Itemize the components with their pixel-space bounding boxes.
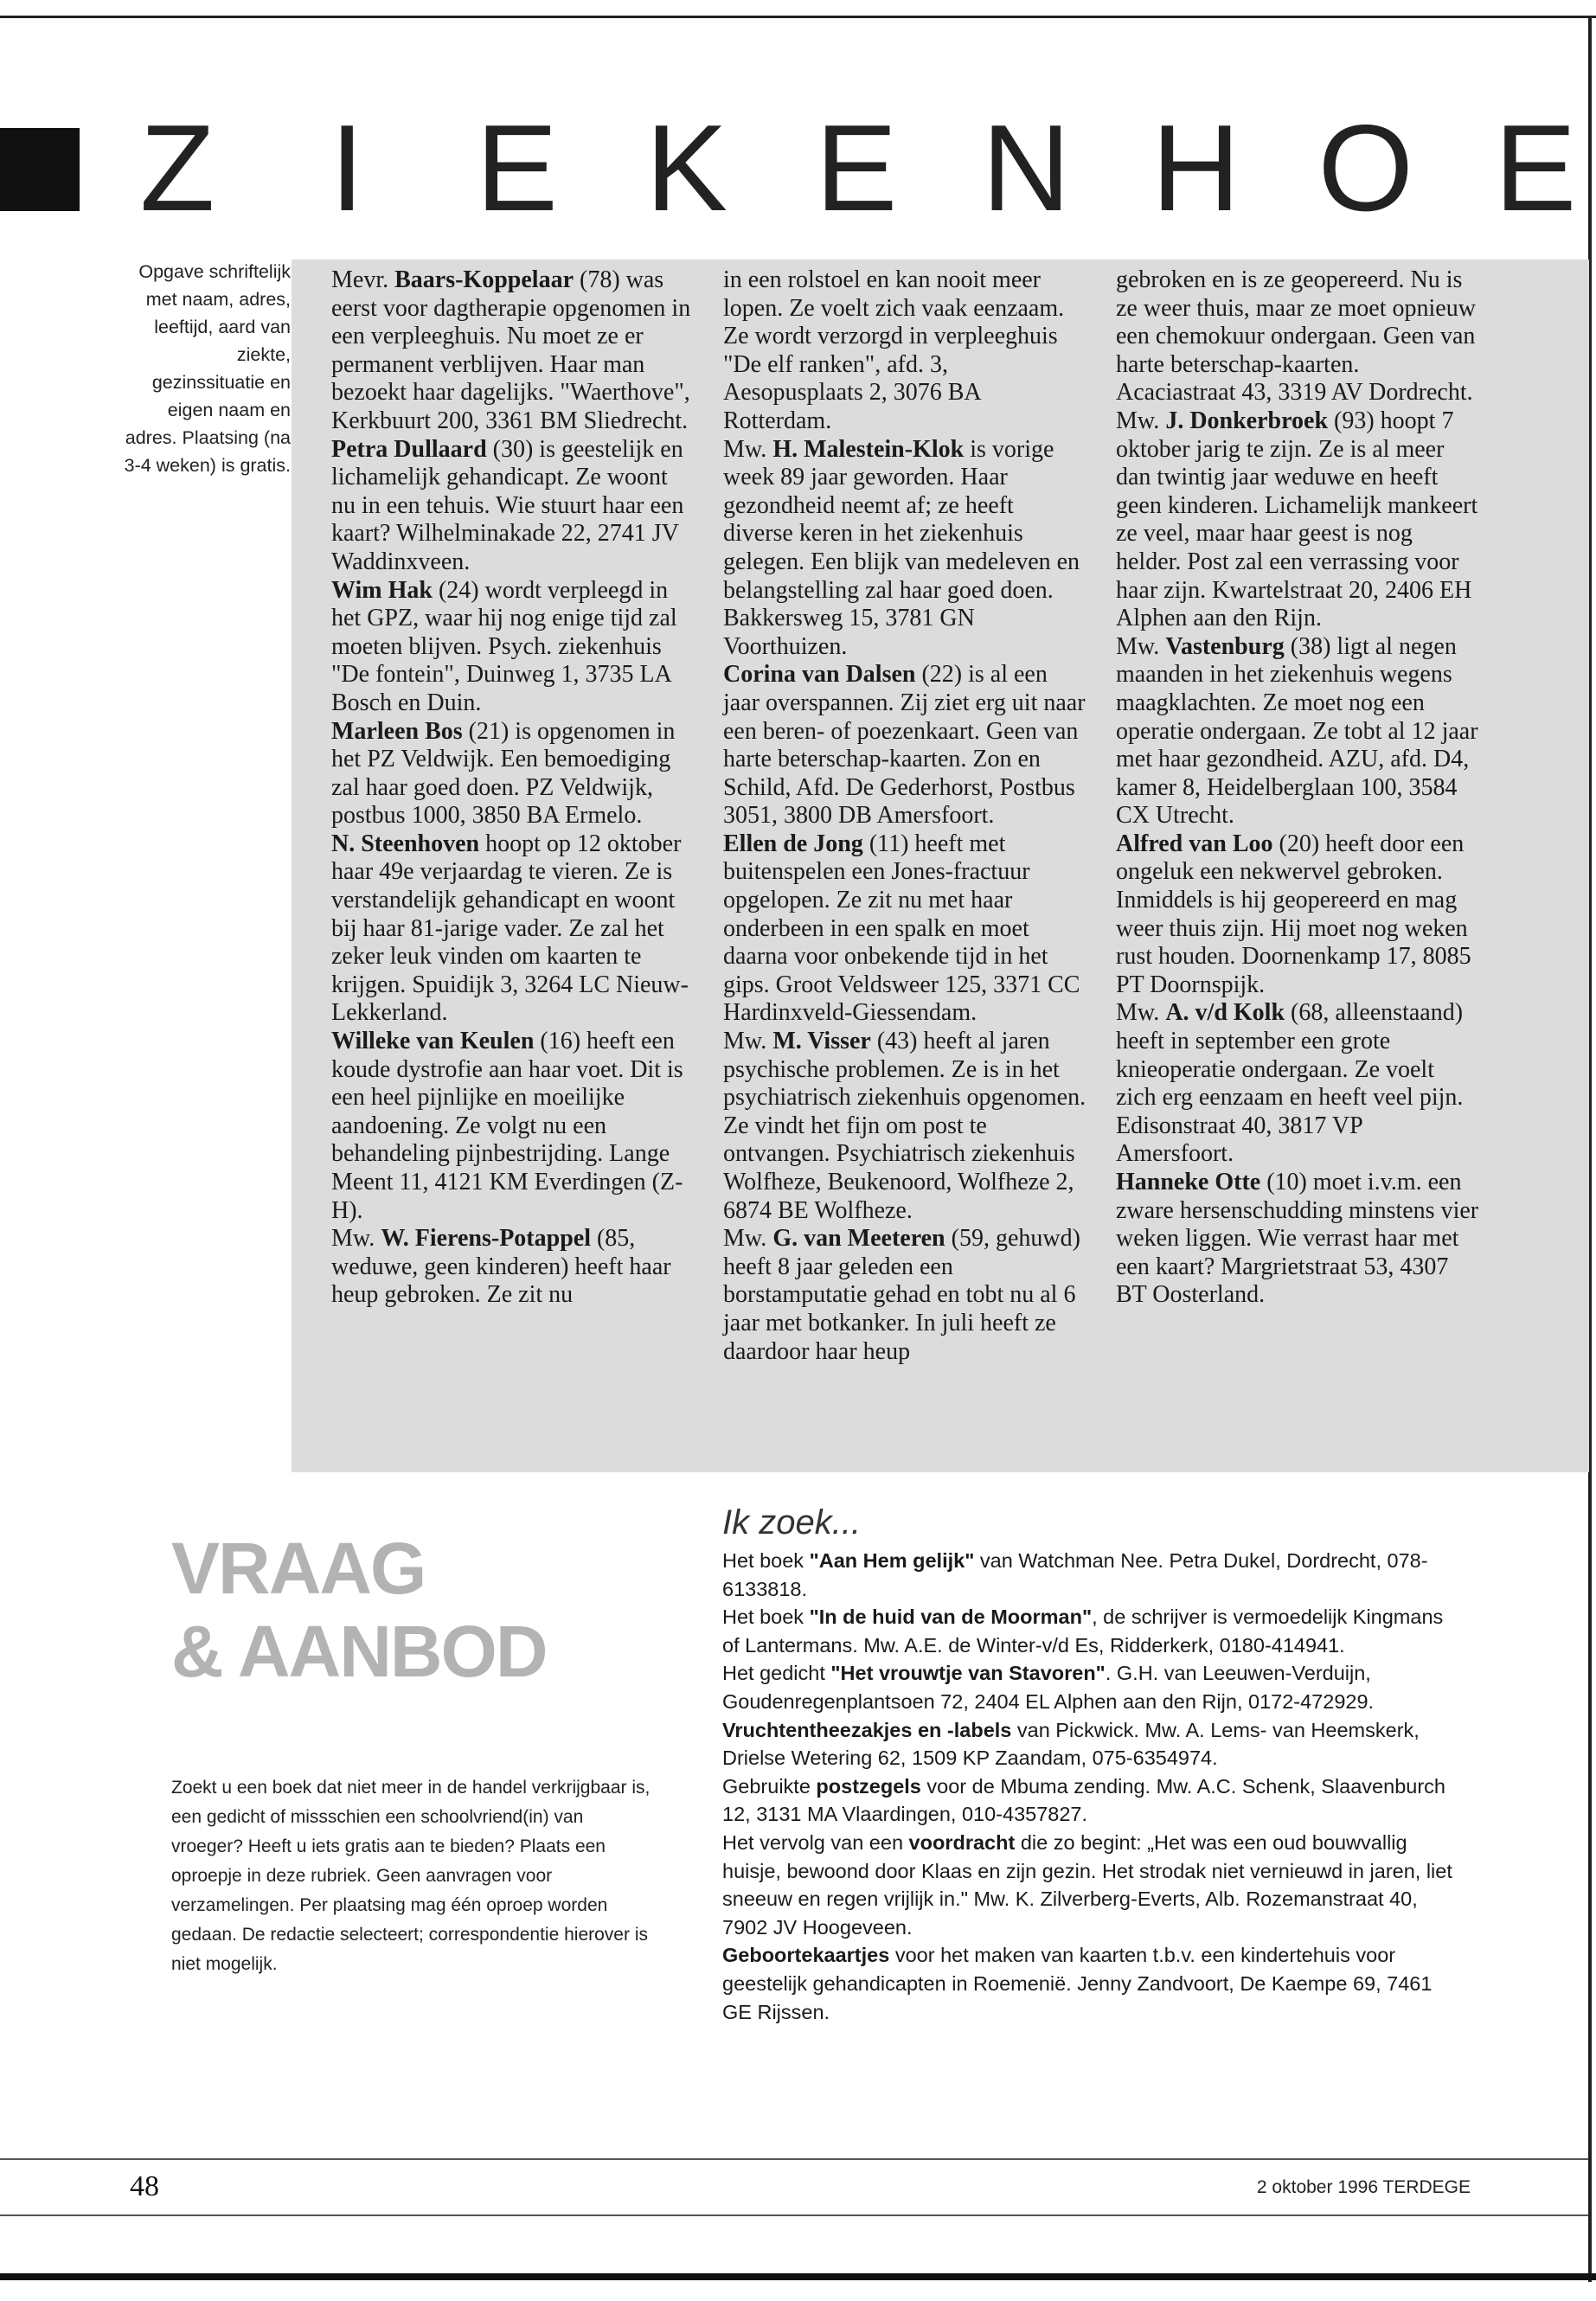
ik-zoek-entry: Het boek "In de huid van de Moorman", de schrijver is vermoedelijk Kingmans of Lantermans. Mw. A.E. de Winter-v/d Es, Ridderkerk, 0180-414941. [722, 1606, 1444, 1657]
header-letter: K [645, 99, 728, 237]
frame-top-rule [0, 16, 1596, 18]
header-letter: E [476, 99, 558, 237]
ik-zoek-heading: Ik zoek... [722, 1503, 862, 1541]
header-letter: H [1151, 99, 1240, 237]
header-title [121, 99, 1592, 237]
vraag-aanbod-title-line: VRAAG [171, 1528, 426, 1609]
ziekenhoek-column-1 [331, 266, 695, 1310]
frame-bottom-rule [0, 2273, 1596, 2280]
section-header [0, 99, 1592, 237]
patient-entry: Petra Dullaard (30) is geestelijk en lichamelijk gehandicapt. Ze woont nu in een tehuis. Wie stuurt haar een kaart? Wilhelminakade 22, 2741 JV Waddinxveen. [331, 435, 684, 575]
patient-entry: Mw. G. van Meeteren (59, gehuwd) heeft 8 jaar geleden een borstamputatie gehad en tobt nu al 6 jaar met botkanker. In juli heeft ze daardoor haar heup [723, 1225, 1080, 1365]
patient-entry: Alfred van Loo (20) heeft door een ongeluk een nekwervel gebroken. Inmiddels is hij geopereerd en mag weer thuis zijn. Hij moet nog weken rust houden. Doornenkamp 17, 8085 PT Doornspijk. [1116, 830, 1471, 998]
patient-entry: Mw. J. Donkerbroek (93) hoopt 7 oktober jarig te zijn. Ze is al meer dan twintig jaar weduwe en heeft geen kinderen. Lichamelijk mankeert ze veel, maar haar geest is nog helder. Post zal een verrassing voor haar zijn. Kwartelstraat 20, 2406 EH Alphen aan den Rijn. [1116, 407, 1478, 632]
patient-entry: N. Steenhoven hoopt op 12 oktober haar 49e verjaardag te vieren. Ze is verstandelijk gehandicapt en woont bij haar 81-jarige vader. Ze zal het zeker leuk vinden om kaarten te krijgen. Spuidijk 3, 3264 LC Nieuw-Lekkerland. [331, 830, 689, 1027]
patient-entry: Mw. H. Malestein-Klok is vorige week 89 jaar geworden. Haar gezondheid neemt af; ze heeft diverse keren in het ziekenhuis gelegen. Een blijk van medeleven en belangstelling zal haar goed doen. Bakkersweg 15, 3781 GN Voorthuizen. [723, 435, 1080, 660]
patient-entry: gebroken en is ze geopereerd. Nu is ze weer thuis, maar ze moet opnieuw een chemokuur ondergaan. Geen van harte beterschap-kaarten. Acaciastraat 43, 3319 AV Dordrecht. [1116, 266, 1476, 407]
header-letter: E [815, 99, 898, 237]
header-letter: I [330, 99, 364, 237]
ziekenhoek-column-2 [723, 266, 1086, 1366]
header-block-square [0, 128, 80, 211]
patient-entry: Ellen de Jong (11) heeft met buitenspelen een Jones-fractuur opgelopen. Ze zit nu met haar onderbeen in een spalk en moet daarna voor onbekende tijd in het gips. Groot Veldsweer 125, 3371 CC Hardinxveld-Giessendam. [723, 830, 1080, 1027]
patient-entry: Mw. A. v/d Kolk (68, alleenstaand) heeft in september een grote knieoperatie ondergaan. Ze voelt zich erg eenzaam en heeft veel pijn. Edisonstraat 40, 3817 VP Amersfoort. [1116, 999, 1464, 1168]
header-letter: E [1494, 99, 1577, 237]
ik-zoek-entry: Geboortekaartjes voor het maken van kaarten t.b.v. een kindertehuis voor geestelijk gehandicapten in Roemenië. Jenny Zandvoort, De Kaempe 69, 7461 GE Rijssen. [722, 1944, 1433, 2023]
header-letter: O [1317, 99, 1413, 237]
patient-entry: Corina van Dalsen (22) is al een jaar overspannen. Zij ziet erg uit naar een beren- of poezenkaart. Geen van harte beterschap-kaarten. Zon en Schild, Afd. De Gederhorst, Postbus 3051, 3800 DB Amersfoort. [723, 661, 1086, 830]
patient-entry: Mw. M. Visser (43) heeft al jaren psychische problemen. Ze is in het psychiatrisch ziekenhuis opgenomen. Ze vindt het fijn om post te ontvangen. Psychiatrisch ziekenhuis Wolfheze, Beukenoord, Wolfheze 2, 6874 BE Wolfheze. [723, 1028, 1086, 1224]
vraag-aanbod-title [171, 1527, 621, 1693]
ik-zoek-entry: Het gedicht "Het vrouwtje van Stavoren". G.H. van Leeuwen-Verduijn, Goudenregenplantsoen 72, 2404 EL Alphen aan den Rijn, 0172-472929. [722, 1662, 1375, 1713]
patient-entry: Mw. W. Fierens-Potappel (85, weduwe, geen kinderen) heeft haar heup gebroken. Ze zit nu [331, 1225, 671, 1309]
header-letter: N [981, 99, 1071, 237]
page-number: 48 [130, 2170, 159, 2202]
vraag-aanbod-intro: Zoekt u een boek dat niet meer in de handel verkrijgbaar is, een gedicht of missschien een schoolvriend(in) van vroeger? Heeft u iets gratis aan te bieden? Plaats een oproepje in deze rubriek. Geen aanvragen voor verzamelingen. Per plaatsing mag één oproep worden gedaan. De redactie selecteert; correspondentie hierover is niet mogelijk. [171, 1778, 651, 1974]
patient-entry: Mevr. Baars-Koppelaar (78) was eerst voor dagtherapie opgenomen in een verpleeghuis. Nu moet ze er permanent verblijven. Haar man bezoekt haar dagelijks. "Waerthove", Kerkbuurt 200, 3361 BM Sliedrecht. [331, 266, 691, 434]
vraag-aanbod-title-line: & AANBOD [171, 1611, 547, 1692]
patient-entry: Marleen Bos (21) is opgenomen in het PZ Veldwijk. Een bemoediging zal haar goed doen. PZ Veldwijk, postbus 1000, 3850 BA Ermelo. [331, 717, 676, 830]
submission-note: Opgave schriftelijk met naam, adres, leeftijd, aard van ziekte, gezinssituatie en eigen naam en adres. Plaatsing (na 3-4 weken) is gratis. [124, 261, 291, 476]
issue-date: 2 oktober 1996 TERDEGE [1256, 2177, 1471, 2197]
footer-rule-bottom [0, 2214, 1588, 2216]
header-letter: Z [139, 99, 215, 237]
ik-zoek-entry: Het boek "Aan Hem gelijk" van Watchman Nee. Petra Dukel, Dordrecht, 078-6133818. [722, 1549, 1428, 1600]
ziekenhoek-column-3 [1116, 266, 1479, 1310]
footer-rule-top [0, 2158, 1588, 2160]
ik-zoek-entry: Vruchtentheezakjes en -labels van Pickwick. Mw. A. Lems- van Heemskerk, Drielse Wetering 62, 1509 KP Zaandam, 075-6354974. [722, 1718, 1420, 1770]
ik-zoek-list [722, 1547, 1453, 2026]
patient-entry: Mw. Vastenburg (38) ligt al negen maanden in het ziekenhuis wegens maagklachten. Ze moet nog een operatie ondergaan. Ze tobt al 12 jaar met haar gezondheid. AZU, afd. D4, kamer 8, Heidelberglaan 100, 3584 CX Utrecht. [1116, 632, 1478, 830]
patient-entry: Willeke van Keulen (16) heeft een koude dystrofie aan haar voet. Dit is een heel pijnlijke en moeilijke aandoening. Ze volgt nu een behandeling pijnbestrijding. Lange Meent 11, 4121 KM Everdingen (Z-H). [331, 1028, 683, 1224]
ik-zoek-entry: Het vervolg van een voordracht die zo begint: „Het was een oud bouwvallig huisje, bewoond door Klaas en zijn gezin. Het strodak niet vernieuwd in jaren, liet sneeuw en regen vrijlijk in." Mw. K. Zilverberg-Everts, Alb. Rozemanstraat 40, 7902 JV Hoogeveen. [722, 1830, 1452, 1939]
patient-entry: Wim Hak (24) wordt verpleegd in het GPZ, waar hij nog enige tijd zal moeten blijven. Psych. ziekenhuis "De fontein", Duinweg 1, 3735 LA Bosch en Duin. [331, 576, 677, 716]
patient-entry: in een rolstoel en kan nooit meer lopen. Ze voelt zich vaak eenzaam. Ze wordt verzorgd in verpleeghuis "De elf ranken", afd. 3, Aesopusplaats 2, 3076 BA Rotterdam. [723, 266, 1065, 434]
ik-zoek-entry: Gebruikte postzegels voor de Mbuma zending. Mw. A.C. Schenk, Slaavenburch 12, 3131 MA Vlaardingen, 010-4357827. [722, 1774, 1445, 1826]
patient-entry: Hanneke Otte (10) moet i.v.m. een zware hersenschudding minstens vier weken liggen. Wie verrast haar met een kaart? Margrietstraat 53, 4307 BT Oosterland. [1116, 1169, 1479, 1309]
